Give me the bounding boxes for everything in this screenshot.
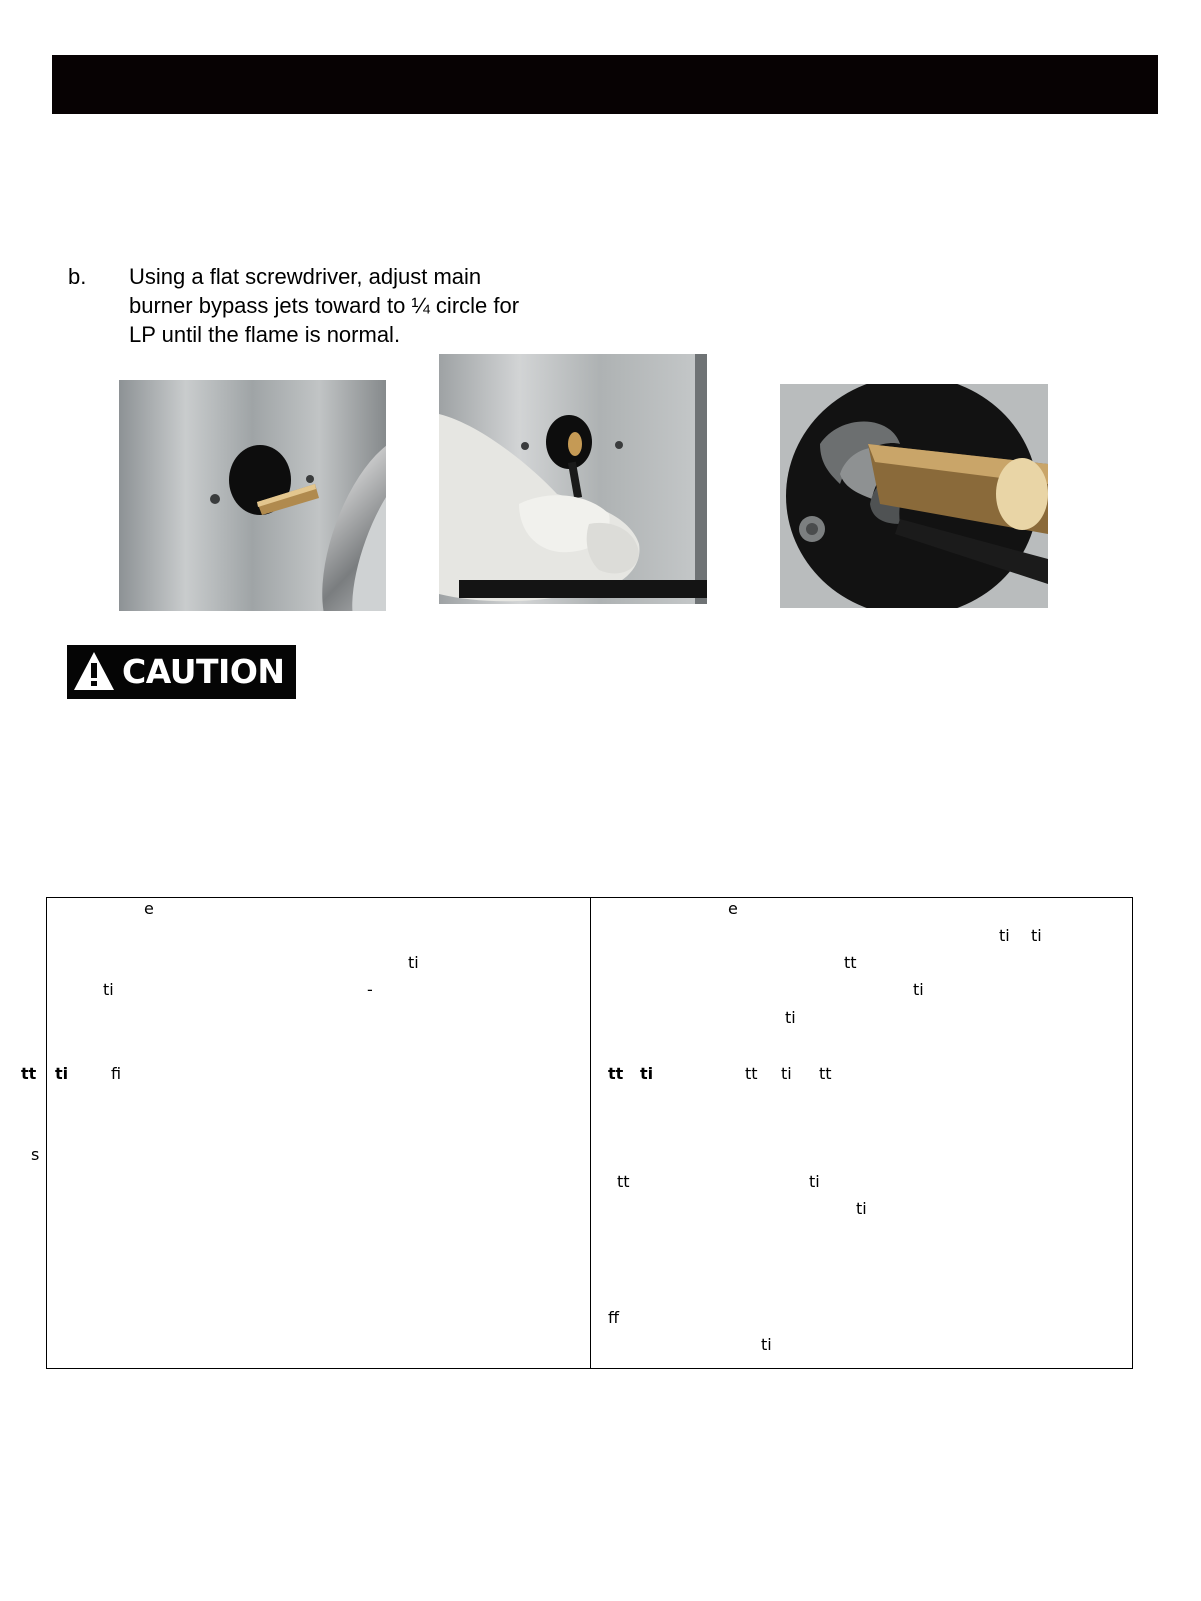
- step-line-3: LP until the flame is normal.: [129, 322, 401, 347]
- table-text-fragment: tt: [819, 1064, 832, 1083]
- info-table: [21, 897, 1133, 1369]
- table-text-fragment: tt: [617, 1172, 630, 1191]
- table-text-fragment: e: [728, 899, 738, 918]
- table-text-fragment: ti: [640, 1064, 654, 1083]
- table-text-fragment: tt: [608, 1064, 624, 1083]
- step-letter: b.: [68, 264, 87, 289]
- caution-banner: [67, 645, 296, 699]
- table-text-fragment: ff: [608, 1308, 620, 1327]
- table-text-fragment: tt: [844, 953, 857, 972]
- table-text-fragment: ti: [785, 1008, 796, 1027]
- table-text-fragment: ti: [103, 980, 114, 999]
- caution-label: CAUTION: [122, 652, 285, 691]
- photo-burner-tube: [119, 380, 386, 611]
- table-text-fragment: ti: [55, 1064, 69, 1083]
- table-text-fragment: ti: [761, 1335, 772, 1354]
- step-line-2: burner bypass jets toward to ¼ circle for: [129, 293, 520, 318]
- table-text-fragment: ti: [781, 1064, 792, 1083]
- table-text-fragment: ti: [408, 953, 419, 972]
- table-text-fragment: -: [367, 980, 373, 999]
- header-bar: [52, 55, 1158, 114]
- table-text-fragment: s: [31, 1145, 40, 1164]
- step-text: [129, 262, 589, 349]
- table-text-fragment: ti: [1031, 926, 1042, 945]
- table-text-fragment: tt: [21, 1064, 37, 1083]
- table-text-fragment: tt: [745, 1064, 758, 1083]
- table-text-fragment: ti: [856, 1199, 867, 1218]
- table-text-fragment: e: [144, 899, 154, 918]
- table-text-fragment: fi: [111, 1064, 122, 1083]
- table-divider: [590, 898, 591, 1368]
- step-line-1: Using a flat screwdriver, adjust main: [129, 264, 482, 289]
- table-text-fragment: ti: [809, 1172, 820, 1191]
- table-text-fragment: ti: [999, 926, 1010, 945]
- photo-bypass-jet-closeup: [780, 384, 1048, 608]
- table-text-fragment: ti: [913, 980, 924, 999]
- photo-gloved-hand-screwdriver: [439, 354, 707, 604]
- warning-triangle-icon: [73, 651, 115, 691]
